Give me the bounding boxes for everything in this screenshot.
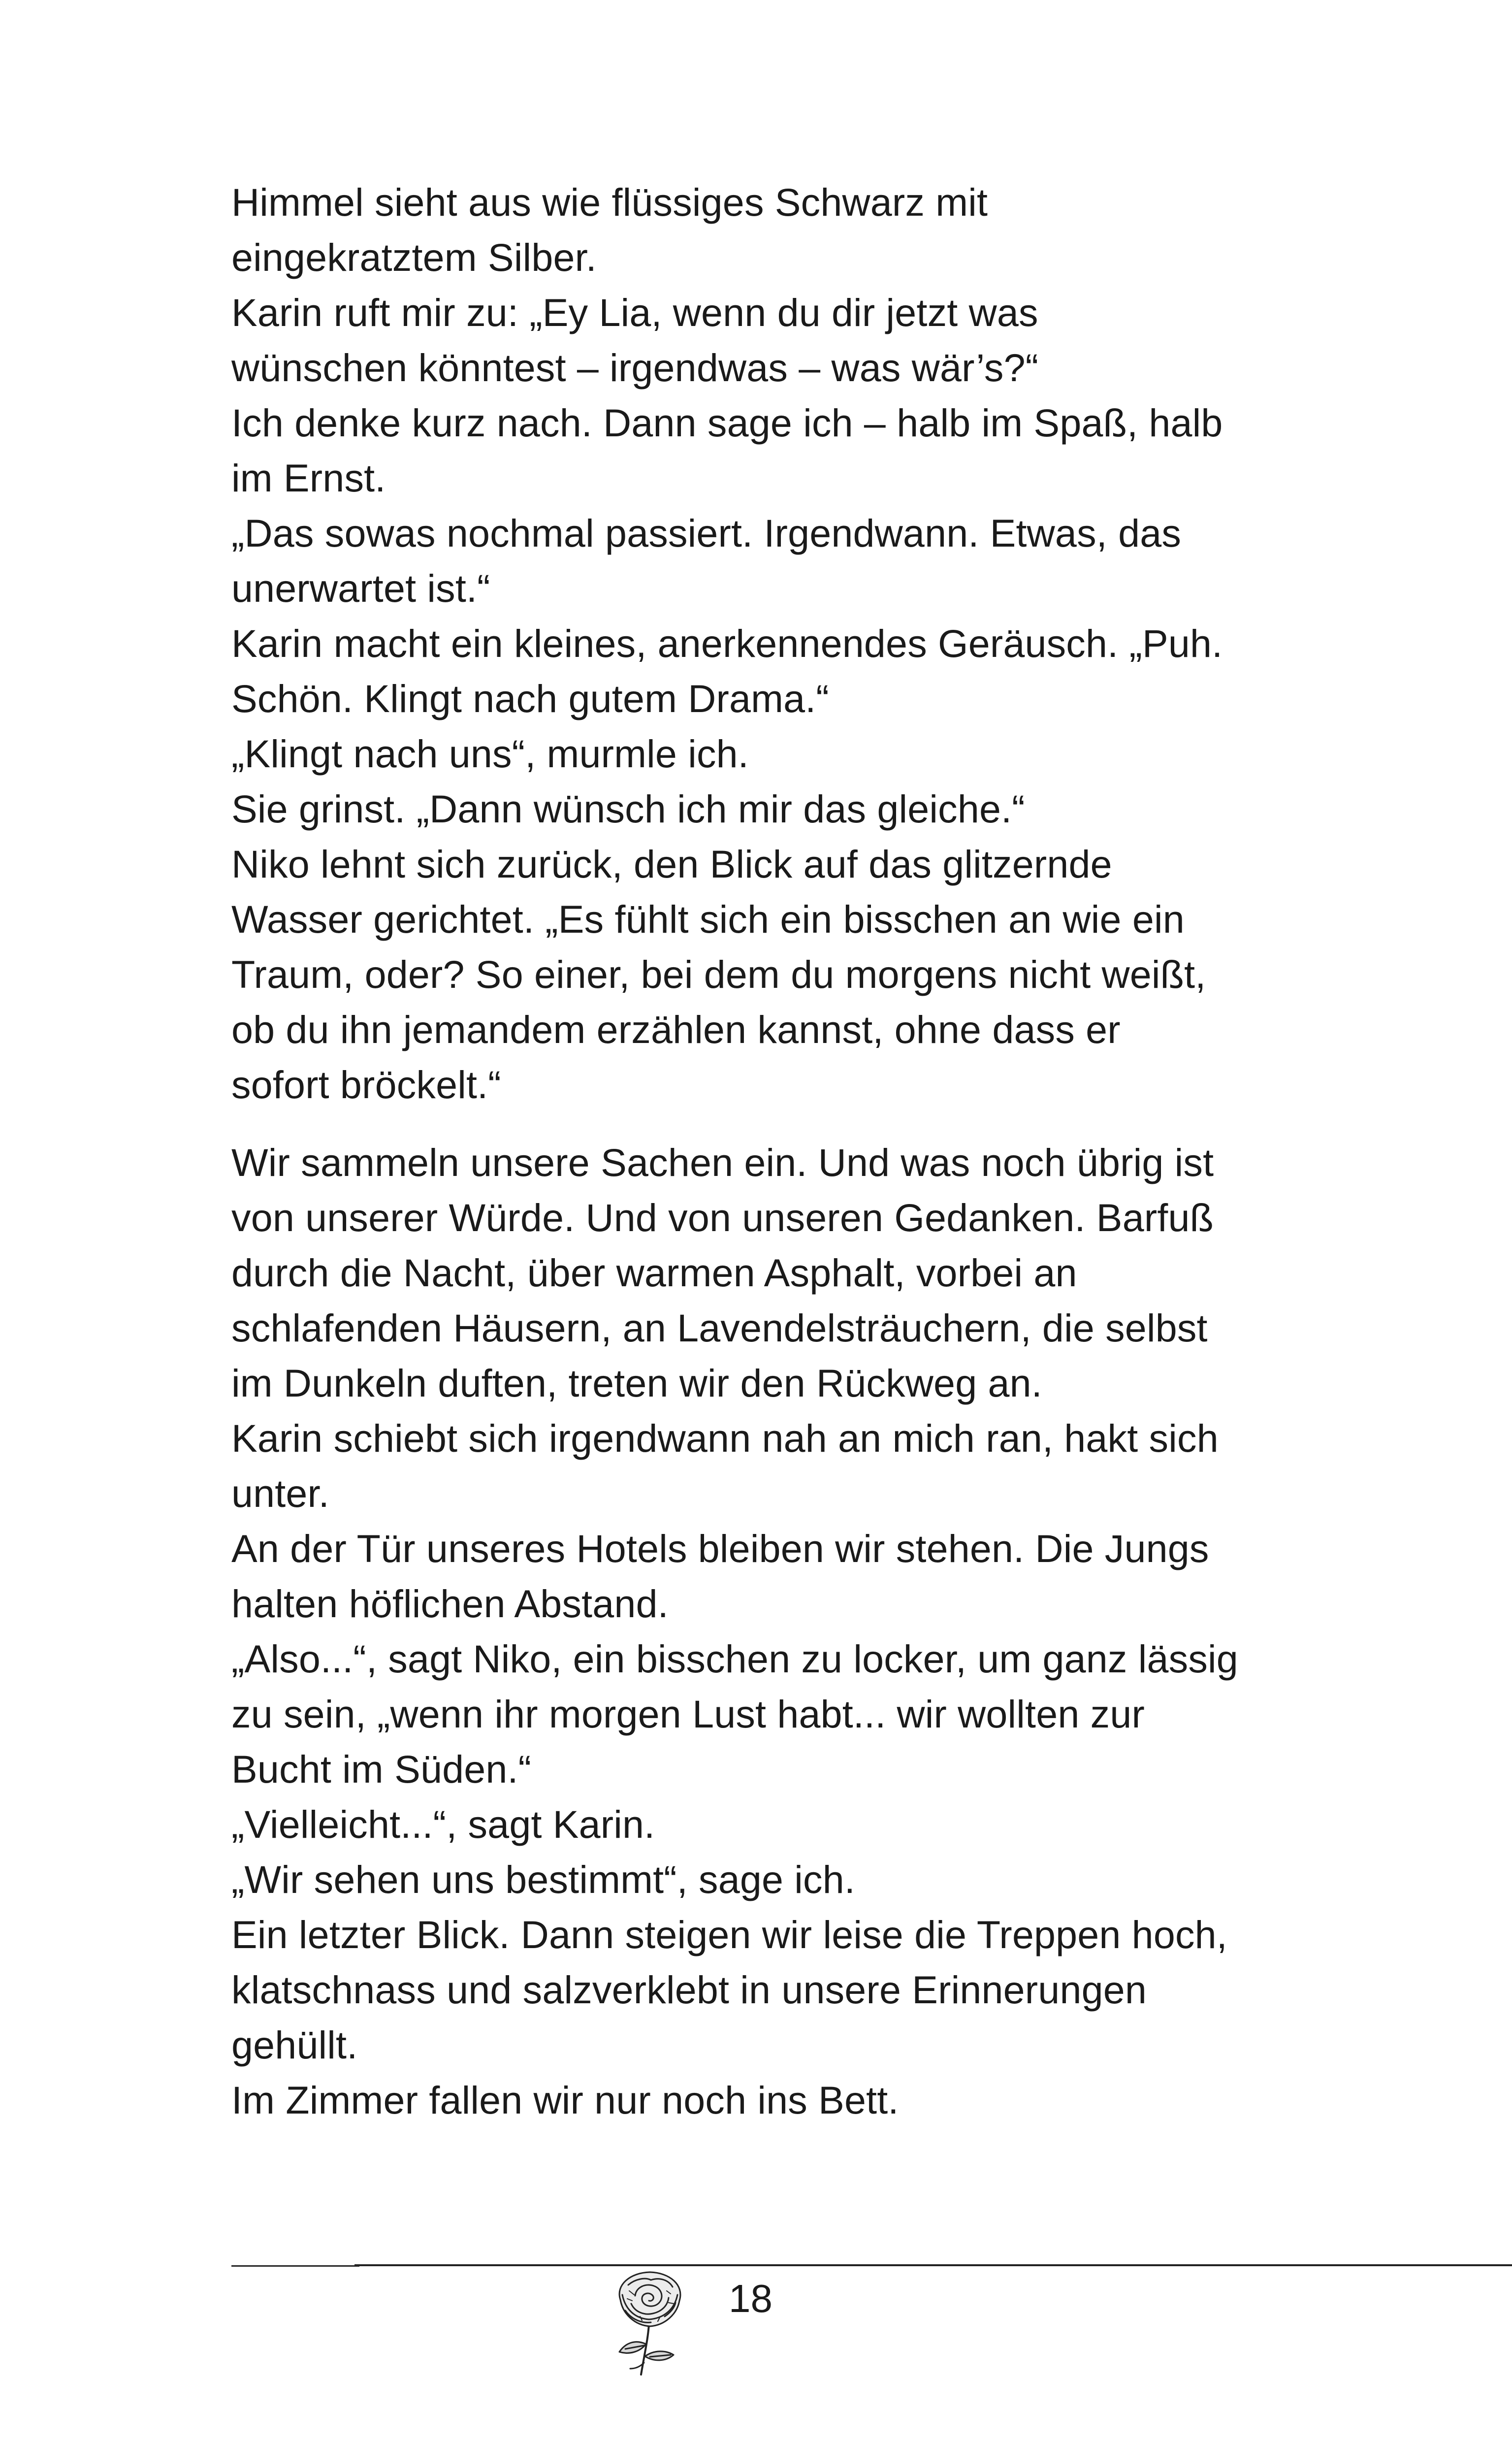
text-line: unerwartet ist.“ <box>231 566 490 610</box>
text-line: von unserer Würde. Und von unseren Gedanken. Barfuß <box>231 1196 1214 1239</box>
paragraph-2 <box>231 1135 1344 2128</box>
text-line: sofort bröckelt.“ <box>231 1063 501 1107</box>
text-line: zu sein, „wenn ihr morgen Lust habt... wir wollten zur <box>231 1692 1145 1736</box>
text-line: wünschen könntest – irgendwas – was wär’s?“ <box>231 346 1039 390</box>
text-line: eingekratztem Silber. <box>231 235 597 279</box>
text-line: halten höflichen Abstand. <box>231 1582 669 1626</box>
text-line: Karin ruft mir zu: „Ey Lia, wenn du dir jetzt was <box>231 291 1038 334</box>
text-line: schlafenden Häusern, an Lavendelsträuchern, die selbst <box>231 1306 1208 1350</box>
text-line: Karin schiebt sich irgendwann nah an mich ran, hakt sich <box>231 1416 1219 1460</box>
footer-rule-left <box>231 2265 359 2267</box>
text-line: Himmel sieht aus wie flüssiges Schwarz mit <box>231 180 988 224</box>
text-line: Niko lehnt sich zurück, den Blick auf das glitzernde <box>231 842 1112 886</box>
text-line: Wir sammeln unsere Sachen ein. Und was noch übrig ist <box>231 1140 1214 1184</box>
paragraph-1 <box>231 175 1344 1112</box>
rose-icon <box>606 2265 694 2378</box>
text-line: gehüllt. <box>231 2023 358 2067</box>
text-line: klatschnass und salzverklebt in unsere Erinnerungen <box>231 1968 1147 2012</box>
text-line: An der Tür unseres Hotels bleiben wir stehen. Die Jungs <box>231 1527 1209 1570</box>
text-line: „Wir sehen uns bestimmt“, sage ich. <box>231 1857 856 1901</box>
text-line: unter. <box>231 1471 329 1515</box>
text-line: Ich denke kurz nach. Dann sage ich – halb im Spaß, halb <box>231 401 1223 445</box>
text-line: „Vielleicht...“, sagt Karin. <box>231 1802 655 1846</box>
text-line: durch die Nacht, über warmen Asphalt, vorbei an <box>231 1251 1077 1295</box>
text-line: Schön. Klingt nach gutem Drama.“ <box>231 677 829 720</box>
page-number: 18 <box>729 2277 772 2320</box>
text-line: Sie grinst. „Dann wünsch ich mir das gleiche.“ <box>231 787 1025 831</box>
text-line: „Also...“, sagt Niko, ein bisschen zu locker, um ganz lässig <box>231 1637 1238 1681</box>
text-line: „Klingt nach uns“, murmle ich. <box>231 732 749 776</box>
text-line: Ein letzter Blick. Dann steigen wir leise die Treppen hoch, <box>231 1913 1227 1956</box>
text-line: Traum, oder? So einer, bei dem du morgens nicht weißt, <box>231 952 1206 996</box>
text-line: ob du ihn jemandem erzählen kannst, ohne dass er <box>231 1008 1121 1051</box>
footer-rule <box>354 2264 1512 2266</box>
text-line: „Das sowas nochmal passiert. Irgendwann. Etwas, das <box>231 511 1182 555</box>
text-line: Wasser gerichtet. „Es fühlt sich ein bisschen an wie ein <box>231 897 1185 941</box>
text-line: Bucht im Süden.“ <box>231 1747 532 1791</box>
text-line: Im Zimmer fallen wir nur noch ins Bett. <box>231 2078 899 2122</box>
text-line: im Dunkeln duften, treten wir den Rückweg an. <box>231 1361 1042 1405</box>
text-line: Karin macht ein kleines, anerkennendes Geräusch. „Puh. <box>231 621 1223 665</box>
text-line: im Ernst. <box>231 456 386 500</box>
